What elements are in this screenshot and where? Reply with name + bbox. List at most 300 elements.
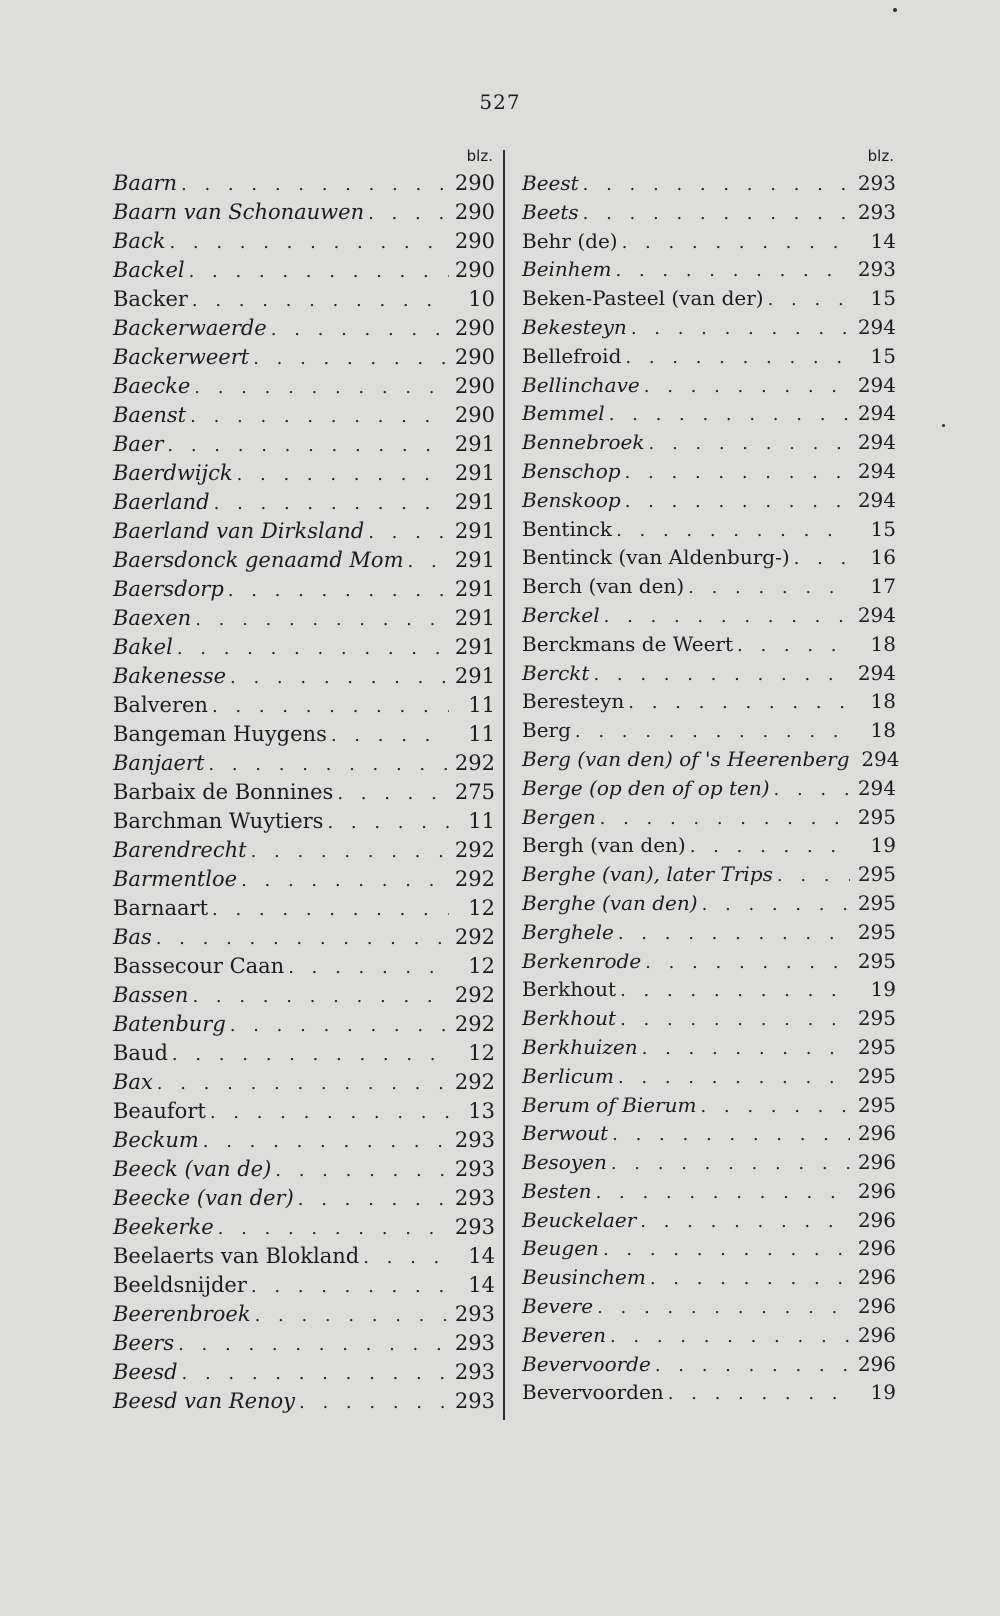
entry-name: Berch (van den) bbox=[522, 574, 685, 599]
leader-dots bbox=[230, 663, 449, 692]
entry-name: Baecke bbox=[113, 374, 191, 398]
leader-dots bbox=[271, 315, 449, 344]
leader-dots bbox=[777, 862, 850, 891]
paper-speck bbox=[942, 424, 945, 427]
index-entry bbox=[522, 1378, 896, 1407]
index-entry bbox=[522, 975, 896, 1004]
entry-page-number: 16 bbox=[870, 545, 896, 570]
entry-name: Berckel bbox=[522, 602, 600, 627]
entry-name: Berum of Bierum bbox=[522, 1092, 697, 1117]
entry-name: Baerland bbox=[113, 490, 210, 514]
entry-name: Baud bbox=[113, 1041, 168, 1065]
leader-dots bbox=[610, 1323, 850, 1352]
entry-name: Barchman Wuytiers bbox=[113, 809, 324, 833]
leader-dots bbox=[596, 1179, 850, 1208]
entry-page-number: 294 bbox=[857, 487, 896, 512]
entry-name: Beets bbox=[522, 199, 579, 224]
index-entry bbox=[522, 198, 896, 227]
entry-name: Berghe (van den) bbox=[522, 890, 698, 915]
entry-page-number: 294 bbox=[857, 775, 896, 800]
leader-dots bbox=[794, 545, 850, 574]
entry-page-number: 13 bbox=[468, 1099, 495, 1123]
entry-page-number: 296 bbox=[857, 1121, 896, 1146]
index-entry bbox=[113, 517, 495, 546]
index-entry bbox=[113, 691, 495, 720]
leader-dots bbox=[668, 1380, 850, 1409]
entry-name: Beecke (van der) bbox=[113, 1186, 294, 1210]
entry-name: Behr (de) bbox=[522, 228, 618, 253]
entry-name: Beelaerts van Blokland bbox=[113, 1244, 360, 1268]
entry-page-number: 295 bbox=[857, 1063, 896, 1088]
index-entry bbox=[113, 1097, 495, 1126]
index-entry bbox=[113, 749, 495, 778]
entry-name: Balveren bbox=[113, 693, 208, 717]
leader-dots bbox=[178, 1330, 449, 1359]
leader-dots bbox=[644, 373, 850, 402]
entry-page-number: 291 bbox=[454, 635, 495, 659]
entry-page-number: 296 bbox=[857, 1322, 896, 1347]
entry-name: Berkhuizen bbox=[522, 1034, 638, 1059]
paper-speck bbox=[893, 8, 897, 12]
index-entry bbox=[522, 342, 896, 371]
index-entry bbox=[113, 343, 495, 372]
entry-page-number: 294 bbox=[861, 746, 900, 771]
leader-dots bbox=[337, 779, 449, 808]
entry-name: Baerland van Dirksland bbox=[113, 519, 365, 543]
entry-name: Bellinchave bbox=[522, 372, 640, 397]
leader-dots bbox=[642, 1035, 850, 1064]
leader-dots bbox=[177, 634, 449, 663]
leader-dots bbox=[299, 1388, 449, 1417]
entry-name: Baarn van Schonauwen bbox=[113, 200, 365, 224]
leader-dots bbox=[768, 286, 850, 315]
entry-page-number: 292 bbox=[454, 867, 495, 891]
index-entry bbox=[113, 1155, 495, 1184]
leader-dots bbox=[167, 431, 449, 460]
entry-page-number: 14 bbox=[468, 1244, 495, 1268]
entry-page-number: 294 bbox=[857, 314, 896, 339]
leader-dots bbox=[640, 1208, 850, 1237]
leader-dots bbox=[192, 982, 449, 1011]
entry-name: Beers bbox=[113, 1331, 175, 1355]
entry-page-number: 296 bbox=[857, 1150, 896, 1175]
index-entry bbox=[113, 198, 495, 227]
index-entry bbox=[522, 1033, 896, 1062]
entry-name: Backerweert bbox=[113, 345, 250, 369]
entry-name: Bax bbox=[113, 1070, 153, 1094]
entry-page-number: 291 bbox=[454, 664, 495, 688]
leader-dots bbox=[611, 1150, 850, 1179]
entry-name: Barmentloe bbox=[113, 867, 238, 891]
entry-name: Bangeman Huygens bbox=[113, 722, 327, 746]
leader-dots bbox=[631, 315, 850, 344]
entry-name: Berkhout bbox=[522, 1006, 617, 1031]
index-entry bbox=[522, 1148, 896, 1177]
entry-page-number: 18 bbox=[870, 689, 896, 714]
index-entry bbox=[113, 836, 495, 865]
entry-name: Baerdwijck bbox=[113, 461, 233, 485]
entry-page-number: 295 bbox=[857, 1034, 896, 1059]
entry-page-number: 291 bbox=[454, 519, 495, 543]
entry-page-number: 294 bbox=[857, 401, 896, 426]
entry-name: Besten bbox=[522, 1178, 592, 1203]
index-entry bbox=[113, 633, 495, 662]
entry-page-number: 17 bbox=[870, 574, 896, 599]
index-entry bbox=[522, 1004, 896, 1033]
entry-page-number: 293 bbox=[857, 199, 896, 224]
index-entry bbox=[522, 1350, 896, 1379]
entry-page-number: 293 bbox=[454, 1157, 495, 1181]
index-entry bbox=[522, 515, 896, 544]
leader-dots bbox=[650, 1265, 850, 1294]
leader-dots bbox=[618, 1064, 850, 1093]
entry-name: Bevervoorden bbox=[522, 1380, 664, 1405]
leader-dots bbox=[288, 953, 449, 982]
entry-page-number: 296 bbox=[857, 1294, 896, 1319]
right-index-column bbox=[522, 147, 900, 1407]
entry-name: Beresteyn bbox=[522, 689, 625, 714]
leader-dots bbox=[625, 488, 850, 517]
entry-page-number: 15 bbox=[870, 343, 896, 368]
leader-dots bbox=[583, 200, 850, 229]
entry-page-number: 291 bbox=[454, 548, 495, 572]
index-entry bbox=[522, 1234, 896, 1263]
entry-page-number: 12 bbox=[468, 954, 495, 978]
index-entry bbox=[522, 1091, 896, 1120]
index-entry bbox=[113, 1300, 495, 1329]
entry-page-number: 292 bbox=[454, 1070, 495, 1094]
leader-dots bbox=[255, 1301, 449, 1330]
leader-dots bbox=[616, 517, 850, 546]
entry-name: Beesd van Renoy bbox=[113, 1389, 296, 1413]
entry-page-number: 18 bbox=[870, 718, 896, 743]
index-entry bbox=[113, 720, 495, 749]
index-entry bbox=[113, 546, 495, 575]
leader-dots bbox=[237, 460, 449, 489]
entry-page-number: 293 bbox=[454, 1302, 495, 1326]
index-entry bbox=[522, 659, 896, 688]
index-entry bbox=[113, 1213, 495, 1242]
entry-name: Beerenbroek bbox=[113, 1302, 251, 1326]
leader-dots bbox=[575, 718, 850, 747]
index-entry bbox=[113, 1358, 495, 1387]
entry-name: Banjaert bbox=[113, 751, 205, 775]
leader-dots bbox=[182, 1359, 449, 1388]
leader-dots bbox=[616, 257, 851, 286]
right-entry-list bbox=[522, 169, 900, 1407]
leader-dots bbox=[625, 344, 850, 373]
leader-dots bbox=[251, 1272, 449, 1301]
entry-page-number: 294 bbox=[857, 458, 896, 483]
entry-page-number: 294 bbox=[857, 660, 896, 685]
leader-dots bbox=[195, 605, 449, 634]
entry-name: Berghe (van), later Trips bbox=[522, 862, 773, 887]
entry-page-number: 290 bbox=[454, 200, 495, 224]
entry-name: Bennebroek bbox=[522, 430, 645, 455]
entry-name: Baersdorp bbox=[113, 577, 224, 601]
index-entry bbox=[113, 1010, 495, 1039]
leader-dots bbox=[214, 489, 449, 518]
entry-page-number: 293 bbox=[454, 1128, 495, 1152]
entry-page-number: 291 bbox=[454, 432, 495, 456]
leader-dots bbox=[597, 1294, 850, 1323]
entry-name: Barbaix de Bonnines bbox=[113, 780, 334, 804]
entry-name: Barnaart bbox=[113, 896, 209, 920]
entry-page-number: 12 bbox=[468, 896, 495, 920]
entry-page-number: 293 bbox=[857, 171, 896, 195]
entry-page-number: 294 bbox=[857, 602, 896, 627]
leader-dots bbox=[620, 1006, 850, 1035]
entry-page-number: 293 bbox=[857, 257, 896, 282]
leader-dots bbox=[622, 229, 850, 258]
entry-name: Berg bbox=[522, 718, 571, 743]
leader-dots bbox=[702, 891, 850, 920]
entry-page-number: 293 bbox=[454, 1186, 495, 1210]
entry-name: Backer bbox=[113, 287, 188, 311]
leader-dots bbox=[327, 808, 449, 837]
entry-name: Beekerke bbox=[113, 1215, 214, 1239]
entry-name: Batenburg bbox=[113, 1012, 226, 1036]
entry-name: Bemmel bbox=[522, 401, 605, 426]
leader-dots bbox=[181, 170, 449, 199]
leader-dots bbox=[368, 199, 449, 228]
leader-dots bbox=[774, 776, 850, 805]
left-entry-list bbox=[113, 169, 495, 1416]
index-entry bbox=[522, 371, 896, 400]
leader-dots bbox=[625, 459, 850, 488]
entry-page-number: 292 bbox=[454, 838, 495, 862]
entry-name: Baer bbox=[113, 432, 164, 456]
entry-name: Berkhout bbox=[522, 977, 617, 1002]
index-entry bbox=[113, 1068, 495, 1097]
index-entry bbox=[113, 865, 495, 894]
index-entry bbox=[522, 486, 896, 515]
entry-name: Bentinck (van Aldenburg-) bbox=[522, 545, 790, 570]
page-column-header: blz. bbox=[466, 147, 493, 165]
entry-name: Baenst bbox=[113, 403, 187, 427]
entry-page-number: 294 bbox=[857, 430, 896, 455]
leader-dots bbox=[583, 171, 850, 200]
entry-name: Backel bbox=[113, 258, 185, 282]
leader-dots bbox=[192, 286, 449, 315]
leader-dots bbox=[737, 632, 850, 661]
index-entry bbox=[522, 284, 896, 313]
index-entry bbox=[522, 457, 896, 486]
entry-page-number: 295 bbox=[857, 890, 896, 915]
index-entry bbox=[522, 745, 900, 774]
index-entry bbox=[522, 889, 896, 918]
entry-page-number: 11 bbox=[468, 693, 495, 717]
index-entry bbox=[522, 1062, 896, 1091]
entry-page-number: 292 bbox=[454, 983, 495, 1007]
column-divider bbox=[503, 150, 505, 1420]
entry-page-number: 292 bbox=[454, 925, 495, 949]
index-entry bbox=[522, 169, 896, 198]
leader-dots bbox=[690, 833, 850, 862]
entry-page-number: 296 bbox=[857, 1207, 896, 1232]
index-entry bbox=[522, 1206, 896, 1235]
entry-page-number: 14 bbox=[468, 1273, 495, 1297]
index-entry bbox=[113, 1242, 495, 1271]
index-entry bbox=[522, 1292, 896, 1321]
entry-page-number: 290 bbox=[454, 316, 495, 340]
entry-name: Baexen bbox=[113, 606, 192, 630]
entry-page-number: 295 bbox=[857, 948, 896, 973]
index-entry bbox=[522, 255, 896, 284]
index-entry bbox=[522, 1177, 896, 1206]
leader-dots bbox=[172, 1040, 449, 1069]
entry-name: Beesd bbox=[113, 1360, 178, 1384]
entry-page-number: 15 bbox=[870, 516, 896, 541]
entry-page-number: 19 bbox=[870, 833, 896, 858]
leader-dots bbox=[253, 344, 449, 373]
entry-name: Beaufort bbox=[113, 1099, 206, 1123]
index-entry bbox=[113, 575, 495, 604]
index-entry bbox=[522, 803, 896, 832]
entry-page-number: 296 bbox=[857, 1178, 896, 1203]
index-entry bbox=[522, 543, 896, 572]
leader-dots bbox=[241, 866, 449, 895]
leader-dots bbox=[169, 228, 449, 257]
entry-name: Baersdonck genaamd Mom bbox=[113, 548, 404, 572]
entry-name: Beken-Pasteel (van der) bbox=[522, 286, 764, 311]
entry-name: Bassen bbox=[113, 983, 189, 1007]
leader-dots bbox=[612, 1121, 850, 1150]
left-index-column bbox=[113, 147, 495, 1416]
entry-page-number: 290 bbox=[454, 258, 495, 282]
leader-dots bbox=[212, 895, 449, 924]
leader-dots bbox=[620, 977, 850, 1006]
leader-dots bbox=[228, 576, 449, 605]
entry-page-number: 295 bbox=[857, 1006, 896, 1031]
index-entry bbox=[522, 687, 896, 716]
entry-name: Berckmans de Weert bbox=[522, 631, 733, 656]
index-entry bbox=[113, 807, 495, 836]
entry-name: Beusinchem bbox=[522, 1265, 646, 1290]
index-entry bbox=[522, 428, 896, 457]
index-entry bbox=[113, 1126, 495, 1155]
index-entry bbox=[113, 256, 495, 285]
entry-page-number: 19 bbox=[870, 1380, 896, 1405]
entry-page-number: 292 bbox=[454, 1012, 495, 1036]
entry-name: Bakel bbox=[113, 635, 173, 659]
index-entry bbox=[113, 981, 495, 1010]
leader-dots bbox=[298, 1185, 449, 1214]
leader-dots bbox=[230, 1011, 449, 1040]
entry-name: Barendrecht bbox=[113, 838, 247, 862]
leader-dots bbox=[604, 603, 850, 632]
entry-name: Bas bbox=[113, 925, 152, 949]
index-entry bbox=[113, 1184, 495, 1213]
index-entry bbox=[522, 831, 896, 860]
leader-dots bbox=[189, 257, 449, 286]
index-entry bbox=[113, 1271, 495, 1300]
entry-page-number: 14 bbox=[870, 228, 896, 253]
entry-page-number: 295 bbox=[857, 804, 896, 829]
leader-dots bbox=[194, 373, 449, 402]
entry-name: Besoyen bbox=[522, 1150, 607, 1175]
entry-name: Backerwaerde bbox=[113, 316, 267, 340]
entry-page-number: 294 bbox=[857, 372, 896, 397]
entry-page-number: 293 bbox=[454, 1215, 495, 1239]
entry-name: Berwout bbox=[522, 1121, 609, 1146]
entry-name: Benschop bbox=[522, 458, 621, 483]
entry-name: Beeck (van de) bbox=[113, 1157, 272, 1181]
entry-name: Beveren bbox=[522, 1322, 606, 1347]
index-entry bbox=[522, 399, 896, 428]
leader-dots bbox=[603, 1236, 850, 1265]
index-entry bbox=[113, 1387, 495, 1416]
index-entry bbox=[113, 169, 495, 198]
entry-name: Berlicum bbox=[522, 1063, 614, 1088]
entry-name: Beeldsnijder bbox=[113, 1273, 247, 1297]
entry-page-number: 290 bbox=[454, 345, 495, 369]
entry-name: Beuckelaer bbox=[522, 1207, 637, 1232]
entry-name: Berge (op den of op ten) bbox=[522, 775, 770, 800]
leader-dots bbox=[275, 1156, 449, 1185]
leader-dots bbox=[649, 430, 851, 459]
entry-page-number: 295 bbox=[857, 919, 896, 944]
entry-name: Beugen bbox=[522, 1236, 599, 1261]
index-entry bbox=[522, 572, 896, 601]
entry-name: Bentinck bbox=[522, 516, 613, 541]
index-entry bbox=[113, 604, 495, 633]
entry-page-number: 296 bbox=[857, 1265, 896, 1290]
entry-name: Beinhem bbox=[522, 257, 612, 282]
entry-page-number: 292 bbox=[454, 751, 495, 775]
index-entry bbox=[113, 401, 495, 430]
entry-name: Bevere bbox=[522, 1294, 594, 1319]
entry-page-number: 293 bbox=[454, 1331, 495, 1355]
leader-dots bbox=[210, 1098, 449, 1127]
index-entry bbox=[113, 430, 495, 459]
index-entry bbox=[113, 314, 495, 343]
entry-page-number: 291 bbox=[454, 606, 495, 630]
entry-page-number: 290 bbox=[454, 229, 495, 253]
entry-page-number: 11 bbox=[468, 722, 495, 746]
leader-dots bbox=[157, 1069, 449, 1098]
index-entry bbox=[113, 923, 495, 952]
leader-dots bbox=[368, 518, 449, 547]
entry-name: Bevervoorde bbox=[522, 1351, 651, 1376]
leader-dots bbox=[208, 750, 449, 779]
leader-dots bbox=[203, 1127, 449, 1156]
index-entry bbox=[522, 947, 896, 976]
index-entry bbox=[113, 227, 495, 256]
entry-name: Bekesteyn bbox=[522, 314, 627, 339]
leader-dots bbox=[618, 920, 850, 949]
leader-dots bbox=[600, 805, 850, 834]
leader-dots bbox=[688, 574, 850, 603]
index-entry bbox=[113, 778, 495, 807]
entry-name: Bellefroid bbox=[522, 343, 622, 368]
index-entry bbox=[113, 488, 495, 517]
leader-dots bbox=[593, 661, 850, 690]
page-number: 527 bbox=[479, 90, 521, 114]
entry-page-number: 291 bbox=[454, 577, 495, 601]
entry-page-number: 275 bbox=[454, 780, 495, 804]
index-entry bbox=[522, 860, 896, 889]
index-entry bbox=[522, 918, 896, 947]
leader-dots bbox=[190, 402, 449, 431]
entry-name: Benskoop bbox=[522, 487, 621, 512]
index-entry bbox=[113, 952, 495, 981]
entry-page-number: 290 bbox=[454, 171, 495, 195]
entry-name: Baarn bbox=[113, 171, 178, 195]
entry-name: Back bbox=[113, 229, 166, 253]
entry-name: Bassecour Caan bbox=[113, 954, 285, 978]
leader-dots bbox=[609, 401, 850, 430]
